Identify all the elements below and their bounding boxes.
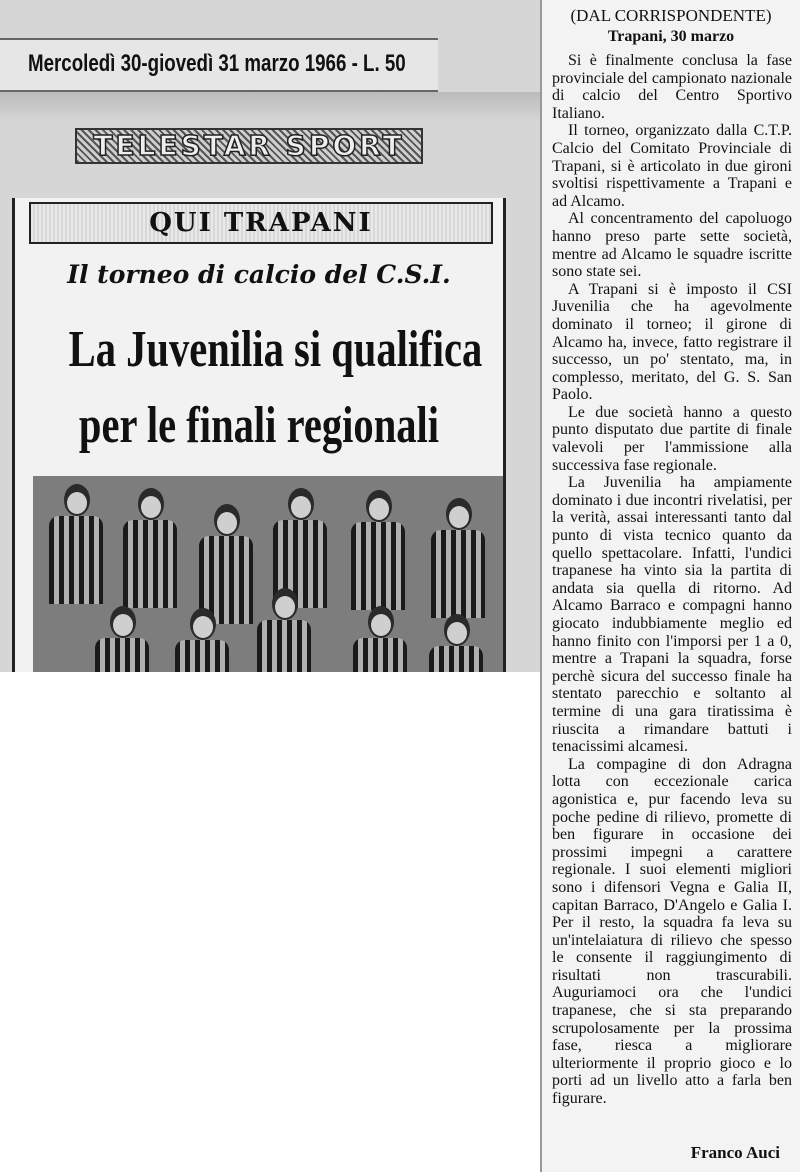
fold-shadow	[0, 92, 540, 122]
paragraph: Al concentramento del capoluogo hanno preso parte sette società, mentre ad Alcamo le squadre iscritte sono state sei.	[552, 210, 792, 281]
paragraph: Il torneo, organizzato dalla C.T.P. Calcio del Comitato Provinciale di Trapani, si è articolato in due gironi svoltisi rispettivamente a Trapani e ad Alcamo.	[552, 122, 792, 210]
paragraph: La compagine di don Adragna lotta con eccezionale carica agonistica e, pur facendo leva su poche pedine di rilievo, promette di ben figurare in occasione dei prossimi impegni a carattere regionale. I suoi elementi migliori sono i difensori Vegna e Galia II, capitan Barraco, D'Angelo e Galia I. Per il resto, la squadra fa leva su un'intelaiatura di rilievo che spesso le consente il raggiungimento di risultati non trascurabili. Auguriamoci ora che l'undici trapanese, che si sta preparando scrupolosamente per la prossima fase, riesca a migliorare ulteriormente il proprio gioco e lo porti ad un livello atto a farla ben figurare.	[552, 755, 792, 1108]
paragraph: A Trapani si è imposto il CSI Juvenilia che ha agevolmente dominato il torneo; il girone di Alcamo ha, invece, fatto registrare il successo, un po' stentato, ma, in complesso, meritato, del G. S. San Paolo.	[552, 280, 792, 404]
author-signature: Franco Auci	[690, 1143, 780, 1162]
player-figure	[255, 588, 313, 672]
player-figure	[197, 504, 255, 624]
correspondent-line: (DAL CORRISPONDENTE)	[570, 6, 772, 25]
article-header-card	[12, 198, 506, 672]
paragraph: La Juvenilia ha ampiamente dominato i due incontri rivelatisi, per la verità, assai interessanti tanto dal punto di vista tecnico quanto da quello spettacolare. Infatti, l'undici trapanese ha vinto sia la partita di andata sia quella di ritorno. Ad Alcamo Barraco e compagni hanno giocato indubbiamente meglio ed hanno finito con l'imporsi per 1 a 0, mentre a Trapani la squadra, forse perchè sicura del successo finale ha stentato parecchio e soltanto al termine di una gara tiratissima è riuscita a rimandare battuti i tenacissimi alcamesi.	[552, 474, 792, 756]
player-figure	[121, 488, 179, 608]
kicker-box	[29, 202, 493, 244]
dateline: Mercoledì 30-giovedì 31 marzo 1966 - L. 50	[28, 50, 406, 77]
section-banner-text: TELESTAR SPORT	[93, 129, 405, 162]
team-photo	[33, 476, 503, 672]
player-figure	[93, 606, 151, 672]
newspaper-clipping	[0, 0, 540, 672]
section-banner	[75, 128, 423, 164]
player-figure	[349, 490, 407, 610]
player-figure	[429, 498, 487, 618]
paragraph: Le due società hanno a questo punto disputato due partite di finale valevoli per l'ammissione alla successiva fase regionale.	[552, 403, 792, 474]
player-figure	[351, 606, 409, 672]
player-figure	[173, 608, 231, 672]
paragraph: Si è finalmente conclusa la fase provinciale del campionato nazionale di calcio del Centro Sportivo Italiano.	[552, 52, 792, 122]
headline-line-1: La Juvenilia si qualifica	[68, 321, 483, 378]
player-figure	[47, 484, 105, 604]
headline-line-2: per le finali regionali	[78, 397, 440, 454]
player-figure	[427, 614, 485, 672]
kicker: QUI TRAPANI	[149, 208, 373, 238]
article-column	[540, 0, 800, 1172]
article-body	[542, 52, 800, 1108]
place-date: Trapani, 30 marzo	[607, 28, 735, 45]
subheading: Il torneo di calcio del C.S.I.	[67, 260, 451, 289]
dateline-box	[0, 38, 438, 92]
